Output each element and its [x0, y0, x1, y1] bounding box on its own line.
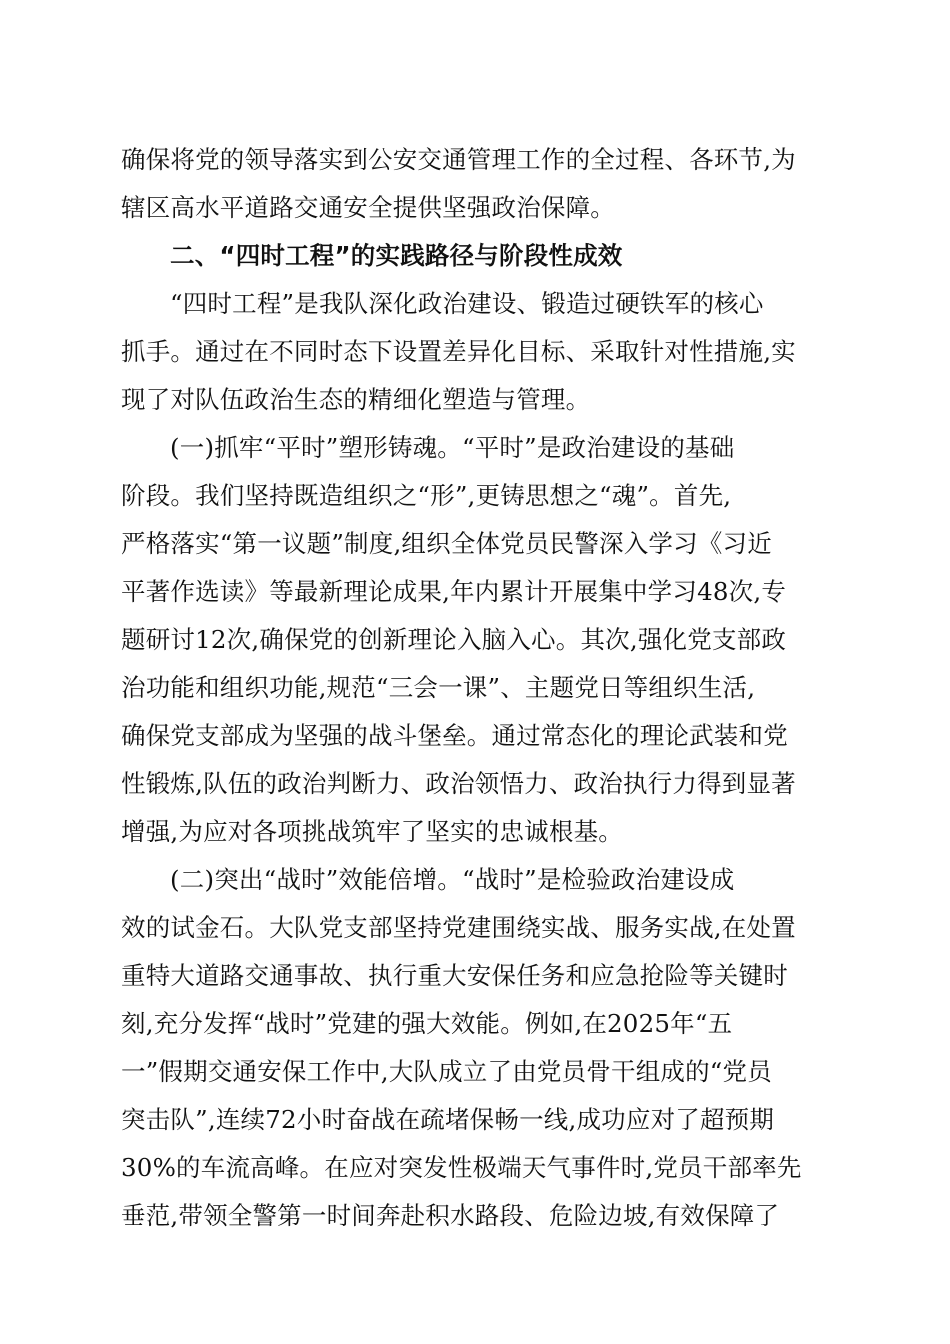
paragraph-line: 性锻炼,队伍的政治判断力、政治领悟力、政治执行力得到显著: [121, 769, 796, 798]
paragraph-line: 确保党支部成为坚强的战斗堡垒。通过常态化的理论武装和党: [121, 721, 788, 750]
paragraph-line: 30%的车流高峰。在应对突发性极端天气事件时,党员干部率先: [121, 1153, 802, 1182]
paragraph-line: 效的试金石。大队党支部坚持党建围绕实战、服务实战,在处置: [121, 913, 796, 942]
paragraph-line: 平著作选读》等最新理论成果,年内累计开展集中学习48次,专: [121, 577, 787, 606]
paragraph-line: 辖区高水平道路交通安全提供坚强政治保障。: [121, 193, 615, 222]
paragraph-line: 重特大道路交通事故、执行重大安保任务和应急抢险等关键时: [121, 961, 788, 990]
paragraph-line: 刻,充分发挥“战时”党建的强大效能。例如,在2025年“五: [121, 1009, 733, 1038]
paragraph-line: 一”假期交通安保工作中,大队成立了由党员骨干组成的“党员: [121, 1057, 772, 1086]
paragraph-line: (一)抓牢“平时”塑形铸魂。“平时”是政治建设的基础: [170, 433, 735, 462]
paragraph-line: 严格落实“第一议题”制度,组织全体党员民警深入学习《习近: [121, 529, 772, 558]
paragraph-line: 垂范,带领全警第一时间奔赴积水路段、危险边坡,有效保障了: [121, 1201, 780, 1230]
paragraph-line: 突击队”,连续72小时奋战在疏堵保畅一线,成功应对了超预期: [121, 1105, 775, 1134]
paragraph-line: (二)突出“战时”效能倍增。“战时”是检验政治建设成: [170, 865, 735, 894]
paragraph-line: “四时工程”是我队深化政治建设、锻造过硬铁军的核心: [170, 289, 764, 318]
section-heading: 二、“四时工程”的实践路径与阶段性成效: [170, 241, 623, 270]
paragraph-line: 抓手。通过在不同时态下设置差异化目标、采取针对性措施,实: [121, 337, 796, 366]
paragraph-line: 治功能和组织功能,规范“三会一课”、主题党日等组织生活,: [121, 673, 756, 702]
paragraph-line: 确保将党的领导落实到公安交通管理工作的全过程、各环节,为: [121, 145, 796, 174]
paragraph-line: 题研讨12次,确保党的创新理论入脑入心。其次,强化党支部政: [121, 625, 787, 654]
paragraph-line: 现了对队伍政治生态的精细化塑造与管理。: [121, 385, 591, 414]
paragraph-line: 阶段。我们坚持既造组织之“形”,更铸思想之“魂”。首先,: [121, 481, 732, 510]
paragraph-line: 增强,为应对各项挑战筑牢了坚实的忠诚根基。: [121, 817, 623, 846]
